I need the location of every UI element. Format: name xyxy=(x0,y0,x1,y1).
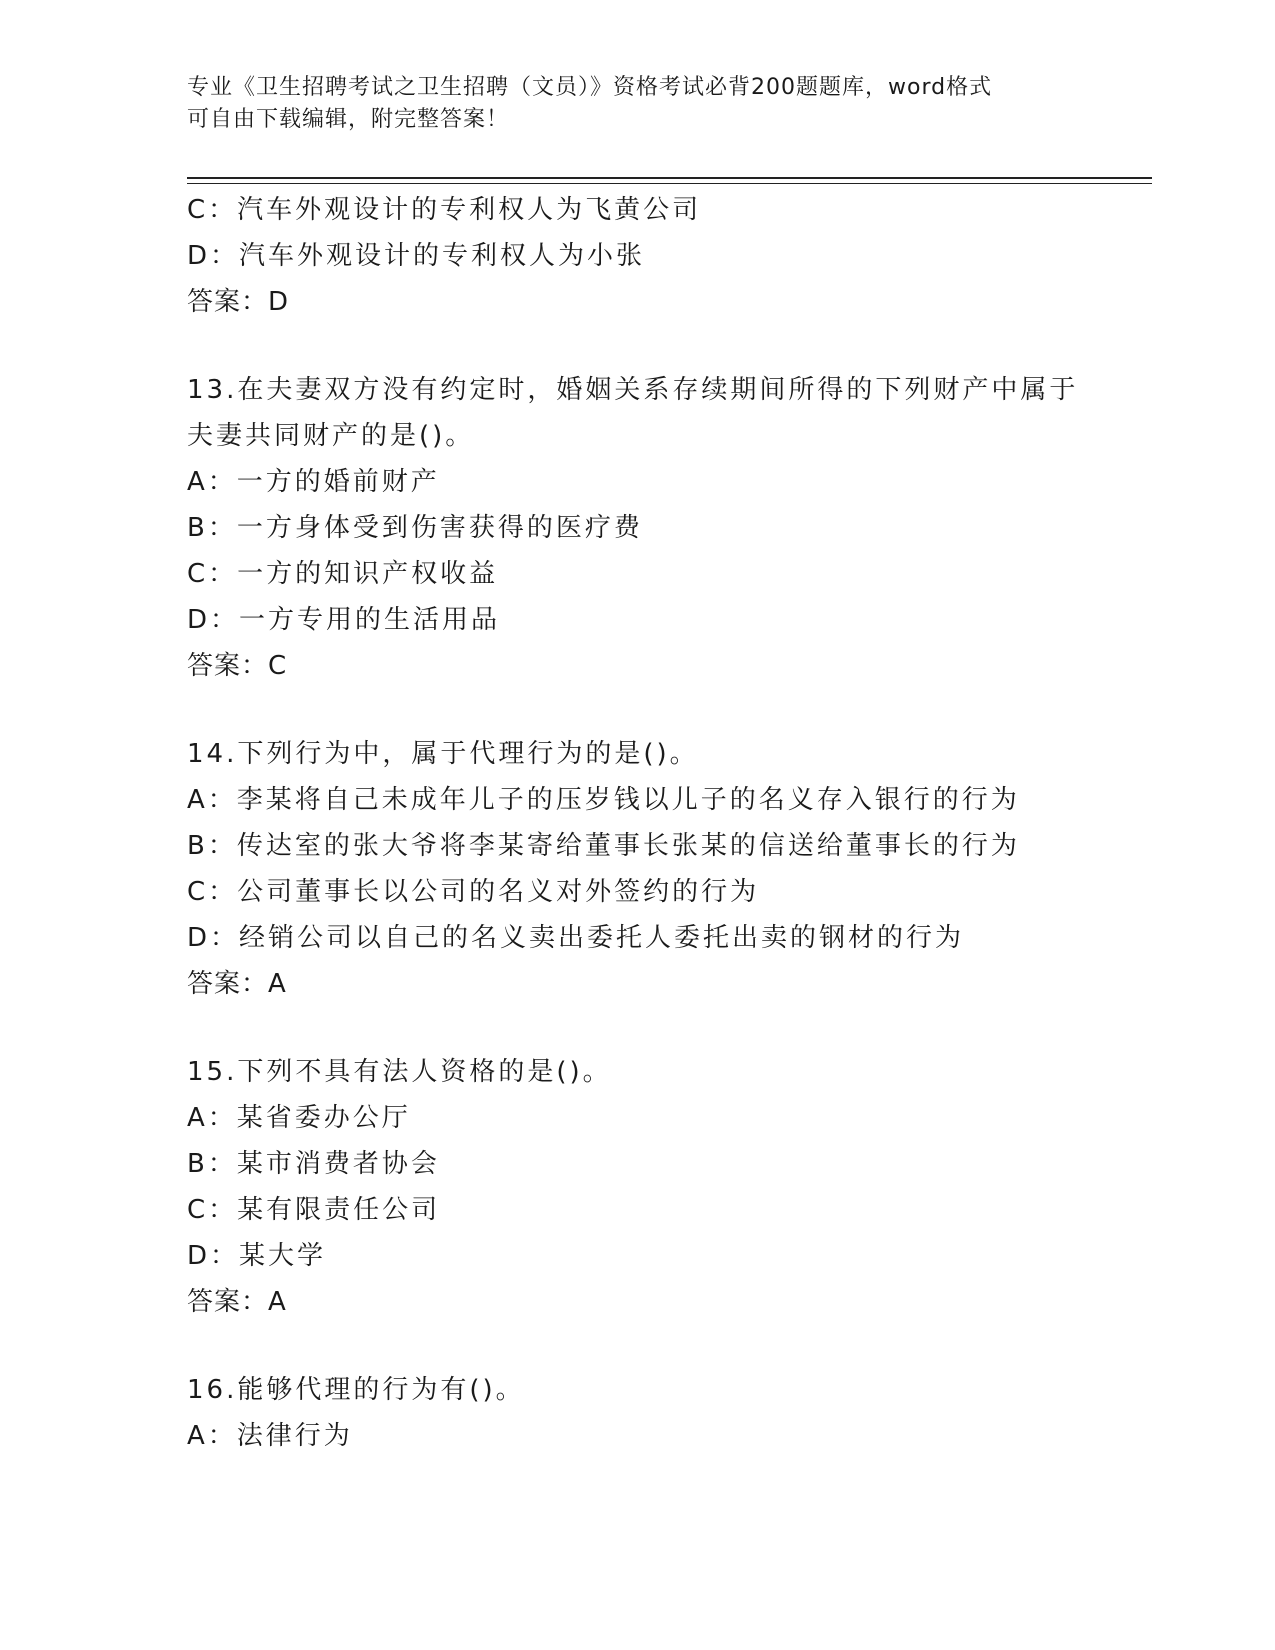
question-text: 15.下列不具有法人资格的是()。 xyxy=(187,1057,612,1087)
question-block xyxy=(187,731,1147,1007)
answer-line: 答案：A xyxy=(187,1287,287,1317)
question-text: 16.能够代理的行为有()。 xyxy=(187,1375,525,1405)
question-block xyxy=(187,187,1147,325)
option-line: D：经销公司以自己的名义卖出委托人委托出卖的钢材的行为 xyxy=(187,923,965,953)
block-spacer xyxy=(187,325,1147,367)
question-text: 13.在夫妻双方没有约定时，婚姻关系存续期间所得的下列财产中属于 xyxy=(187,375,1079,405)
option-line: A：李某将自己未成年儿子的压岁钱以儿子的名义存入银行的行为 xyxy=(187,785,1020,815)
answer-line: 答案：D xyxy=(187,287,290,317)
question-block xyxy=(187,367,1147,689)
option-line: A：某省委办公厅 xyxy=(187,1103,411,1133)
option-line: C：汽车外观设计的专利权人为飞黄公司 xyxy=(187,195,702,225)
option-line: B：传达室的张大爷将李某寄给董事长张某的信送给董事长的行为 xyxy=(187,831,1020,861)
option-line: C：某有限责任公司 xyxy=(187,1195,441,1225)
question-list xyxy=(187,187,1147,1459)
question-text: 夫妻共同财产的是()。 xyxy=(187,421,475,451)
block-spacer xyxy=(187,1007,1147,1049)
option-line: A：法律行为 xyxy=(187,1421,353,1451)
option-line: B：某市消费者协会 xyxy=(187,1149,440,1179)
header-divider-thick xyxy=(187,177,1152,179)
header-title-line-2: 可自由下载编辑，附完整答案！ xyxy=(187,107,510,132)
header-title-line-1: 专业《卫生招聘考试之卫生招聘（文员）》资格考试必背200题题库，word格式 xyxy=(187,75,993,100)
option-line: B：一方身体受到伤害获得的医疗费 xyxy=(187,513,643,543)
option-line: A：一方的婚前财产 xyxy=(187,467,440,497)
block-spacer xyxy=(187,1325,1147,1367)
block-spacer xyxy=(187,689,1147,731)
question-block xyxy=(187,1049,1147,1325)
option-line: D：汽车外观设计的专利权人为小张 xyxy=(187,241,646,271)
question-block xyxy=(187,1367,1147,1459)
document-header xyxy=(187,72,1067,136)
question-text: 14.下列行为中，属于代理行为的是()。 xyxy=(187,739,699,769)
header-divider-thin xyxy=(187,183,1152,184)
answer-line: 答案：A xyxy=(187,969,287,999)
option-line: C：公司董事长以公司的名义对外签约的行为 xyxy=(187,877,760,907)
answer-line: 答案：C xyxy=(187,651,288,681)
option-line: C：一方的知识产权收益 xyxy=(187,559,499,589)
option-line: D：某大学 xyxy=(187,1241,327,1271)
option-line: D：一方专用的生活用品 xyxy=(187,605,501,635)
